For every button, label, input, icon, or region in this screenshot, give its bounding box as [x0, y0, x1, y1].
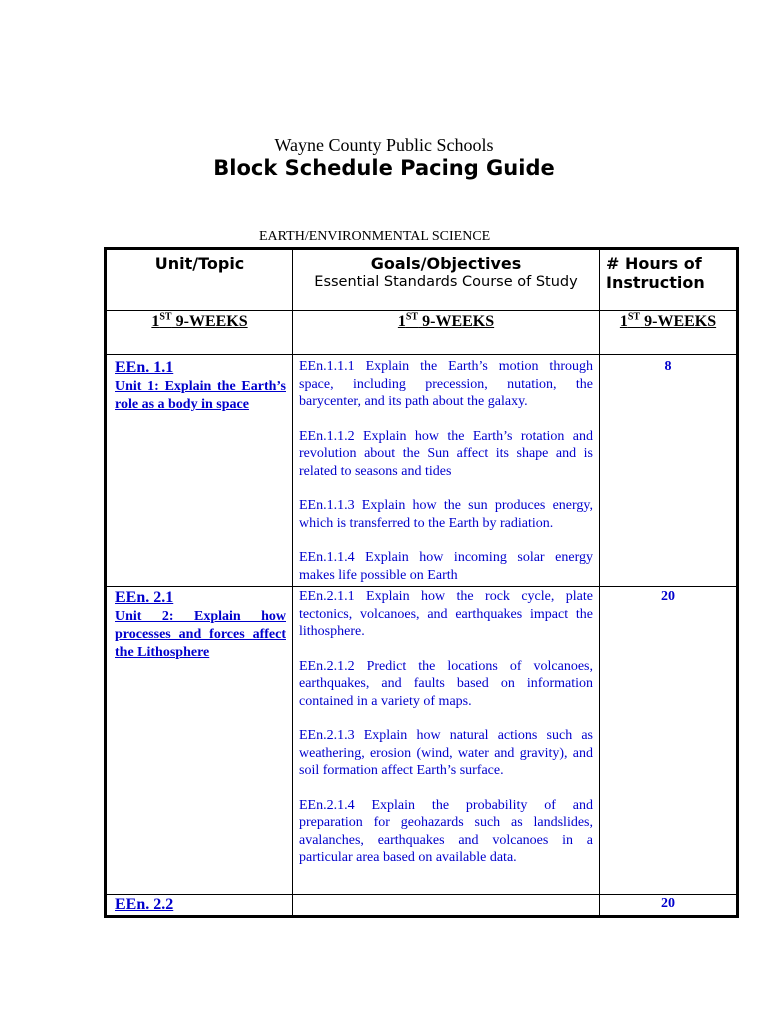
objective-text: EEn.2.1.4 Explain the probability of and preparation for geohazards such as landslides, avalanches, earthquakes and volcanoes in a particular area based on available data. — [299, 797, 593, 865]
weeks-sup: ST — [159, 312, 172, 323]
unit-description: Unit 1: Explain the Earth’s role as a body in space — [115, 379, 286, 412]
objective-text: EEn.1.1.2 Explain how the Earth’s rotation and revolution about the Sun affect its shape and is related to seasons and tides — [299, 428, 593, 479]
objectives-cell — [293, 587, 600, 895]
weeks-rest: 9-WEEKS — [171, 313, 248, 331]
weeks-sup: ST — [627, 312, 641, 323]
hours-value: 8 — [664, 359, 672, 374]
hours-header-line1: # Hours of — [606, 254, 702, 273]
weeks-rest: 9-WEEKS — [418, 313, 495, 331]
unit-cell — [106, 355, 293, 587]
objectives-cell — [293, 895, 600, 917]
objective-text: EEn.2.1.2 Predict the locations of volcanoes, earthquakes, and faults based on information contained in a variety of maps. — [299, 658, 593, 709]
objective-text: EEn.1.1.1 Explain the Earth’s motion through space, including precession, nutation, the barycenter, and its path about the galaxy. — [299, 359, 593, 409]
subject-label: EARTH/ENVIRONMENTAL SCIENCE — [259, 229, 491, 244]
header-row — [106, 249, 738, 311]
weeks-sup: ST — [405, 312, 419, 323]
org-name: Wayne County Public Schools — [274, 135, 494, 155]
objective-text: EEn.1.1.3 Explain how the sun produces energy, which is transferred to the Earth by radiation. — [299, 498, 593, 531]
weeks-rest: 9-WEEKS — [640, 313, 717, 331]
objective-text: EEn.2.1.3 Explain how natural actions such as weathering, erosion (wind, water and gravity), and soil formation affect Earth’s surface. — [299, 728, 593, 778]
goals-subheader: Essential Standards Course of Study — [314, 274, 578, 290]
goals-header: Goals/Objectives — [370, 254, 522, 273]
unit-topic-header: Unit/Topic — [154, 254, 245, 273]
weeks-label — [398, 313, 494, 330]
unit-id: EEn. 2.2 — [115, 896, 174, 913]
weeks-label — [151, 313, 247, 330]
objective-text: EEn.2.1.1 Explain how the rock cycle, plate tectonics, volcanoes, and earthquakes impact the lithosphere. — [299, 589, 593, 639]
weeks-num: 1 — [397, 313, 406, 331]
page-title: Block Schedule Pacing Guide — [213, 156, 555, 180]
weeks-cell-unit — [106, 311, 293, 355]
hours-value: 20 — [661, 896, 675, 911]
hours-header-cell — [600, 249, 738, 311]
hours-cell — [600, 355, 738, 587]
table-row — [106, 587, 738, 895]
objective-text: EEn.1.1.4 Explain how incoming solar energy makes life possible on Earth — [299, 550, 593, 583]
unit-topic-header-cell — [106, 249, 293, 311]
weeks-num: 1 — [151, 313, 160, 331]
unit-id: EEn. 2.1 — [115, 589, 174, 606]
weeks-label — [620, 313, 716, 330]
weeks-cell-goals — [293, 311, 600, 355]
goals-header-cell — [293, 249, 600, 311]
table-row — [106, 355, 738, 587]
unit-cell — [106, 587, 293, 895]
unit-description: Unit 2: Explain how processes and forces affect the Lithosphere — [115, 609, 286, 660]
unit-cell — [106, 895, 293, 917]
weeks-num: 1 — [619, 313, 628, 331]
weeks-cell-hours — [600, 311, 738, 355]
hours-header-line2: Instruction — [606, 273, 705, 292]
hours-value: 20 — [661, 589, 675, 604]
hours-cell — [600, 895, 738, 917]
hours-cell — [600, 587, 738, 895]
objectives-cell — [293, 355, 600, 587]
pacing-table — [104, 247, 739, 918]
table-row — [106, 895, 738, 917]
unit-id: EEn. 1.1 — [115, 359, 174, 376]
weeks-row — [106, 311, 738, 355]
